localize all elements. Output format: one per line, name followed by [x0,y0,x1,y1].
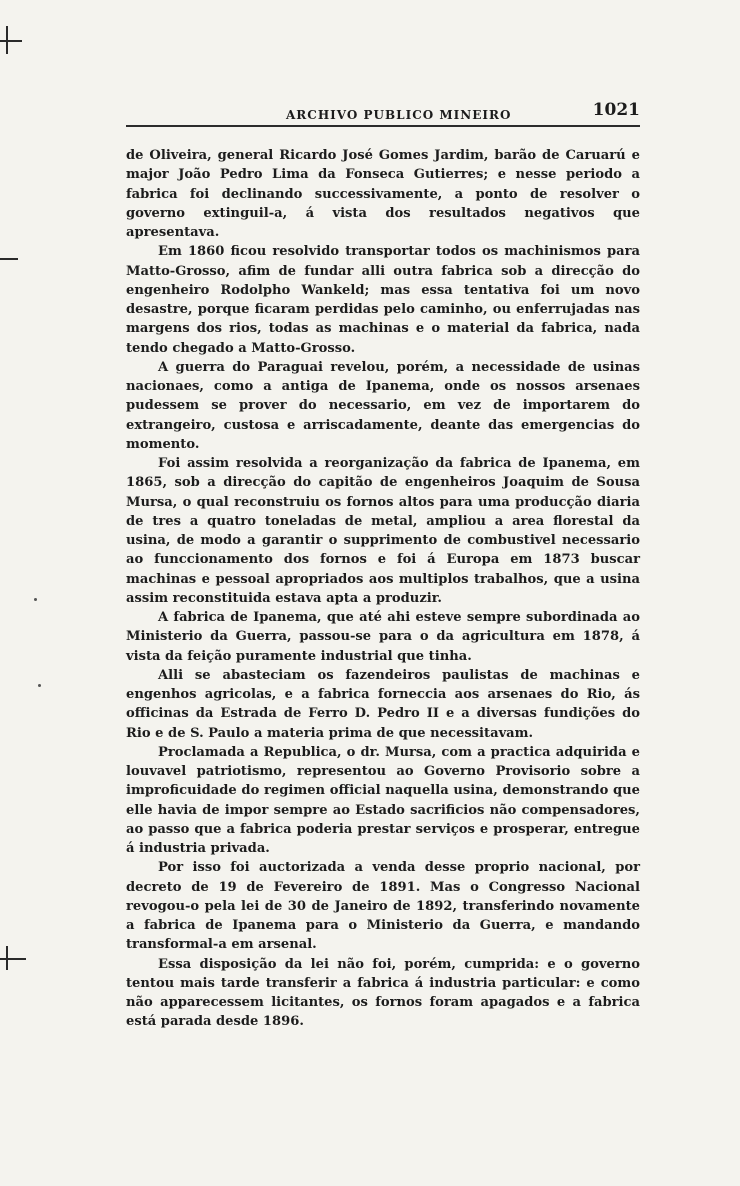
paragraph: A guerra do Paraguai revelou, porém, a necessidade de usinas nacionaes, como a antiga de Ipanema, onde os nossos arsenaes pudessem se prover do necessario, em vez de importarem do extrangeiro, custosa e arriscadamente, deante das emergencias do momento. [126,359,640,452]
margin-mark [6,946,8,970]
running-head: ARCHIVO PUBLICO MINEIRO [286,108,512,122]
paragraph: Em 1860 ficou resolvido transportar todos os machinismos para Matto-Grosso, afim de fundar alli outra fabrica sob a direcção do engenheiro Rodolpho Wankeld; mas essa tentativa foi um novo desastre, porque ficaram perdidas pelo caminho, ou enferrujadas nas margens dos rios, todas as machinas e o material da fabrica, nada tendo chegado a Matto-Grosso. [126,244,640,356]
body-text [126,146,640,1032]
paragraph: de Oliveira, general Ricardo José Gomes Jardim, barão de Caruarú e major João Pedro Lima da Fonseca Gutierres; e nesse periodo a fabrica foi declinando successivamente, a ponto de resolver o governo extinguil-a, á vista dos resultados negativos que apresentava. [126,148,640,240]
margin-mark [0,258,18,260]
margin-mark [0,40,22,42]
margin-mark [0,958,26,960]
paragraph: Alli se abasteciam os fazendeiros paulistas de machinas e engenhos agricolas, e a fabrica forneccia aos arsenaes do Rio, ás officinas da Estrada de Ferro D. Pedro II e a diversas fundições do Rio e de S. Paulo a materia prima de que necessitavam. [126,667,640,741]
margin-mark [6,26,8,54]
paragraph: Foi assim resolvida a reorganização da fabrica de Ipanema, em 1865, sob a direcção do capitão de engenheiros Joaquim de Sousa Mursa, o qual reconstruiu os fornos altos para uma producção diaria de tres a quatro toneladas de metal, ampliou a area florestal da usina, de modo a garantir o supprimento de combustivel necessario ao funccionamento dos fornos e foi á Europa em 1873 buscar machinas e pessoal apropriados aos multiplos trabalhos, que a usina assim reconstituida estava apta a produzir. [126,456,640,606]
page-number: 1021 [592,100,640,120]
scan-speck [38,684,41,687]
page-header [126,100,640,128]
paragraph: Proclamada a Republica, o dr. Mursa, com a practica adquirida e louvavel patriotismo, representou ao Governo Provisorio sobre a improficuidade do regimen official naquella usina, demonstrando que elle havia de impor sempre ao Estado sacrificios não compensadores, ao passo que a fabrica poderia prestar serviços e prosperar, entregue á industria privada. [126,744,640,856]
header-rule [126,125,640,127]
scan-speck [34,598,37,601]
paragraph: Por isso foi auctorizada a venda desse proprio nacional, por decreto de 19 de Fevereiro de 1891. Mas o Congresso Nacional revogou-o pela lei de 30 de Janeiro de 1892, transferindo novamente a fabrica de Ipanema para o Ministerio da Guerra, e mandando transformal-a em arsenal. [126,860,640,953]
paragraph: A fabrica de Ipanema, que até ahi esteve sempre subordinada ao Ministerio da Guerra, passou-se para o da agricultura em 1878, á vista da feição puramente industrial que tinha. [126,610,640,664]
paragraph: Essa disposição da lei não foi, porém, cumprida: e o governo tentou mais tarde transferir a fabrica á industria particular: e como não apparecessem licitantes, os fornos foram apagados e a fabrica está parada desde 1896. [126,956,640,1030]
